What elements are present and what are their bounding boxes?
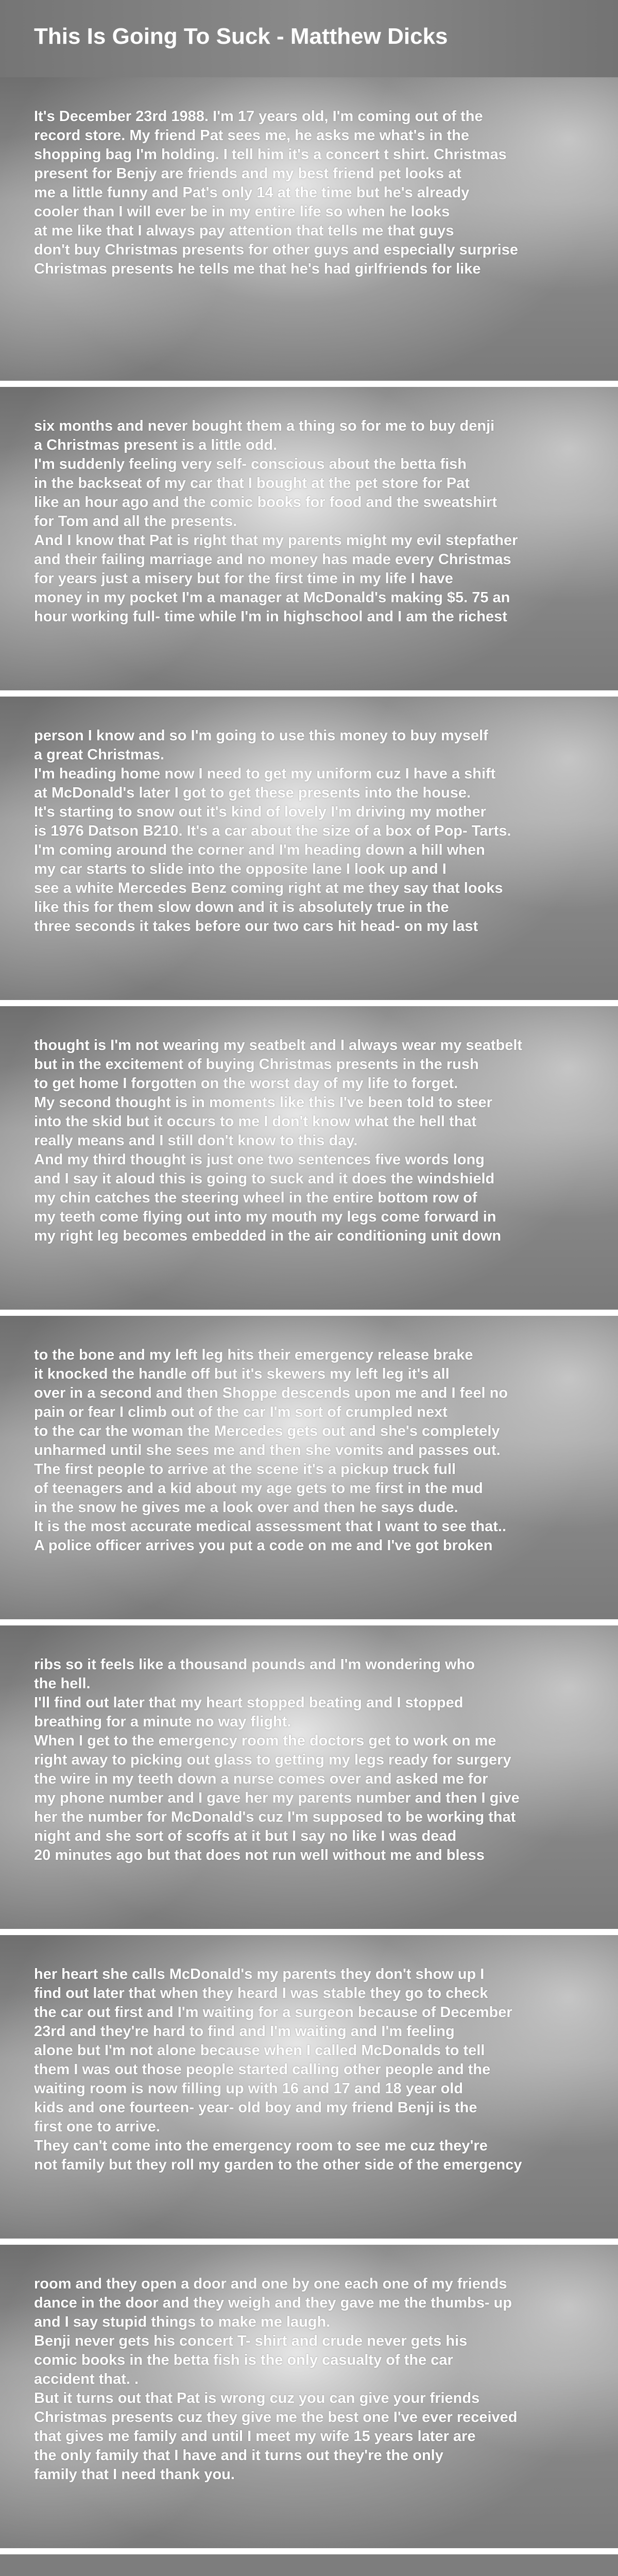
poem-line: present for Benjy are friends and my best friend pet looks at: [34, 165, 461, 182]
poem-line: hour working full- time while I'm in highschool and I am the richest: [34, 608, 507, 625]
poem-line: my car starts to slide into the opposite lane I look up and I: [34, 861, 447, 877]
poem-line: breathing for a minute no way flight.: [34, 1714, 291, 1730]
poem-line: my teeth come flying out into my mouth my legs come forward in: [34, 1209, 496, 1225]
poem-line: The first people to arrive at the scene it's a pickup truck full: [34, 1461, 456, 1478]
poem-line: at McDonald's later I got to get these presents into the house.: [34, 785, 471, 801]
poem-line: six months and never bought them a thing so for me to buy denji: [34, 418, 495, 434]
poem-line: pain or fear I climb out of the car I'm sort of crumpled next: [34, 1404, 448, 1420]
page-title: This Is Going To Suck - Matthew Dicks: [0, 0, 618, 77]
poem-line: thought is I'm not wearing my seatbelt and I always wear my seatbelt: [34, 1037, 523, 1054]
poem-line: night and she sort of scoffs at it but I say no like I was dead: [34, 1828, 457, 1844]
poem-line: My second thought is in moments like this I've been told to steer: [34, 1094, 492, 1111]
poem-line: It's December 23rd 1988. I'm 17 years old, I'm coming out of the: [34, 108, 483, 125]
poem-line: her the number for McDonald's cuz I'm supposed to be working that: [34, 1809, 516, 1825]
poem-line: room and they open a door and one by one each one of my friends: [34, 2276, 507, 2292]
poem-line: waiting room is now filling up with 16 and 17 and 18 year old: [34, 2080, 464, 2097]
poem-line: is 1976 Datson B210. It's a car about the size of a box of Pop- Tarts.: [34, 823, 511, 839]
poem-block: [0, 1316, 618, 1625]
poem-line: a great Christmas.: [34, 747, 165, 763]
poem-line: a Christmas present is a little odd.: [34, 437, 278, 453]
poem-line: and I say it aloud this is going to suck and it does the windshield: [34, 1171, 495, 1187]
poem-line: 23rd and they're hard to find and I'm waiting and I'm feeling: [34, 2023, 455, 2040]
poem-line: and their failing marriage and no money has made every Christmas: [34, 551, 511, 568]
poem-line: see a white Mercedes Benz coming right at me they say that looks: [34, 880, 503, 896]
poem-line: A police officer arrives you put a code on me and I've got broken: [34, 1537, 493, 1554]
poem-line: I'm heading home now I need to get my uniform cuz I have a shift: [34, 766, 496, 782]
poem-line: It is the most accurate medical assessment that I want to see that..: [34, 1518, 507, 1535]
poem-line: first one to arrive.: [34, 2119, 160, 2135]
poem-line: When I get to the emergency room the doctors get to work on me: [34, 1733, 496, 1749]
poem-line: of teenagers and a kid about my age gets to me first in the mud: [34, 1480, 483, 1497]
poem-line: like an hour ago and the comic books for food and the sweatshirt: [34, 494, 497, 511]
poem-line: in the snow he gives me a look over and then he says dude.: [34, 1499, 458, 1516]
poem-line: They can't come into the emergency room to see me cuz they're: [34, 2138, 488, 2154]
poem-block: [0, 2245, 618, 2554]
poem-line: And my third thought is just one two sentences five words long: [34, 1151, 485, 1168]
poem-line: the wire in my teeth down a nurse comes over and asked me for: [34, 1771, 488, 1787]
poem-line: three seconds it takes before our two cars hit head- on my last: [34, 918, 478, 935]
poem-line: I'm coming around the corner and I'm heading down a hill when: [34, 842, 485, 858]
poem-line: I'll find out later that my heart stopped beating and I stopped: [34, 1694, 464, 1711]
poem-line: family that I need thank you.: [34, 2466, 235, 2483]
poem-line: ribs so it feels like a thousand pounds and I'm wondering who: [34, 1656, 475, 1673]
poem-line: me a little funny and Pat's only 14 at the time but he's already: [34, 184, 470, 201]
poem-line: 20 minutes ago but that does not run well without me and bless: [34, 1847, 485, 1863]
poem-line: to get home I forgotten on the worst day of my life to forget.: [34, 1075, 458, 1092]
poem-line: my phone number and I gave her my parents number and then I give: [34, 1790, 520, 1806]
poem-line: not family but they roll my garden to the other side of the emergency: [34, 2157, 522, 2173]
poem-line: record store. My friend Pat sees me, he asks me what's in the: [34, 127, 469, 144]
poem-line: it knocked the handle off but it's skewers my left leg it's all: [34, 1366, 450, 1382]
poem-line: comic books in the betta fish is the only casualty of the car: [34, 2352, 453, 2368]
poem-block: [0, 1006, 618, 1316]
poem-line: And I know that Pat is right that my parents might my evil stepfather: [34, 532, 518, 549]
poem-line: like this for them slow down and it is absolutely true in the: [34, 899, 449, 916]
poem-line: for years just a misery but for the first time in my life I have: [34, 570, 453, 587]
poem-body: [0, 77, 618, 2554]
poem-line: that gives me family and until I meet my wife 15 years later are: [34, 2428, 476, 2445]
poem-line: the only family that I have and it turns out they're the only: [34, 2447, 443, 2464]
poem-line: money in my pocket I'm a manager at McDonald's making $5. 75 an: [34, 589, 510, 606]
poem-line: really means and I still don't know to this day.: [34, 1132, 358, 1149]
poem-line: to the car the woman the Mercedes gets out and she's completely: [34, 1423, 500, 1439]
poem-line: Christmas presents he tells me that he's had girlfriends for like: [34, 261, 481, 277]
poem-block: [0, 1935, 618, 2245]
poem-line: over in a second and then Shoppe descends upon me and I feel no: [34, 1385, 508, 1401]
poem-line: Christmas presents cuz they give me the best one I've ever received: [34, 2409, 518, 2426]
poem-block: [0, 387, 618, 697]
poem-line: cooler than I will ever be in my entire life so when he looks: [34, 204, 450, 220]
poem-line: kids and one fourteen- year- old boy and my friend Benji is the: [34, 2099, 477, 2116]
poem-line: It's starting to snow out it's kind of lovely I'm driving my mother: [34, 804, 486, 820]
poem-block: [0, 697, 618, 1006]
poem-line: Benji never gets his concert T- shirt and crude never gets his: [34, 2333, 468, 2349]
poem-line: and I say stupid things to make me laugh.: [34, 2314, 331, 2330]
poem-line: her heart she calls McDonald's my parents they don't show up I: [34, 1966, 485, 1982]
poem-line: my chin catches the steering wheel in the entire bottom row of: [34, 1190, 477, 1206]
poem-line: them I was out those people started calling other people and the: [34, 2061, 491, 2078]
poem-line: I'm suddenly feeling very self- conscious about the betta fish: [34, 456, 467, 472]
poem-line: to the bone and my left leg hits their emergency release brake: [34, 1347, 473, 1363]
poem-line: the car out first and I'm waiting for a surgeon because of December: [34, 2004, 512, 2021]
poem-line: shopping bag I'm holding. I tell him it's a concert t shirt. Christmas: [34, 146, 507, 163]
poem-line: person I know and so I'm going to use this money to buy myself: [34, 727, 488, 744]
poem-line: my right leg becomes embedded in the air conditioning unit down: [34, 1228, 502, 1244]
poem-line: in the backseat of my car that I bought at the pet store for Pat: [34, 475, 470, 492]
poem-line: at me like that I always pay attention that tells me that guys: [34, 223, 454, 239]
poem-line: don't buy Christmas presents for other guys and especially surprise: [34, 242, 518, 258]
poem-block: [0, 77, 618, 387]
poem-line: find out later that when they heard I was stable they go to check: [34, 1985, 488, 2002]
poem-line: dance in the door and they weigh and they gave me the thumbs- up: [34, 2295, 512, 2311]
poem-line: for Tom and all the presents.: [34, 513, 237, 530]
poem-line: accident that. .: [34, 2371, 139, 2387]
poem-line: unharmed until she sees me and then she vomits and passes out.: [34, 1442, 501, 1459]
poem-line: but in the excitement of buying Christmas presents in the rush: [34, 1056, 479, 1073]
poem-line: the hell.: [34, 1675, 91, 1692]
poem-block: [0, 1625, 618, 1935]
poem-line: into the skid but it occurs to me I don't know what the hell that: [34, 1113, 477, 1130]
poem-line: But it turns out that Pat is wrong cuz you can give your friends: [34, 2390, 480, 2406]
poem-line: right away to picking out glass to getting my legs ready for surgery: [34, 1752, 511, 1768]
poem-line: alone but I'm not alone because when I called McDonalds to tell: [34, 2042, 485, 2059]
